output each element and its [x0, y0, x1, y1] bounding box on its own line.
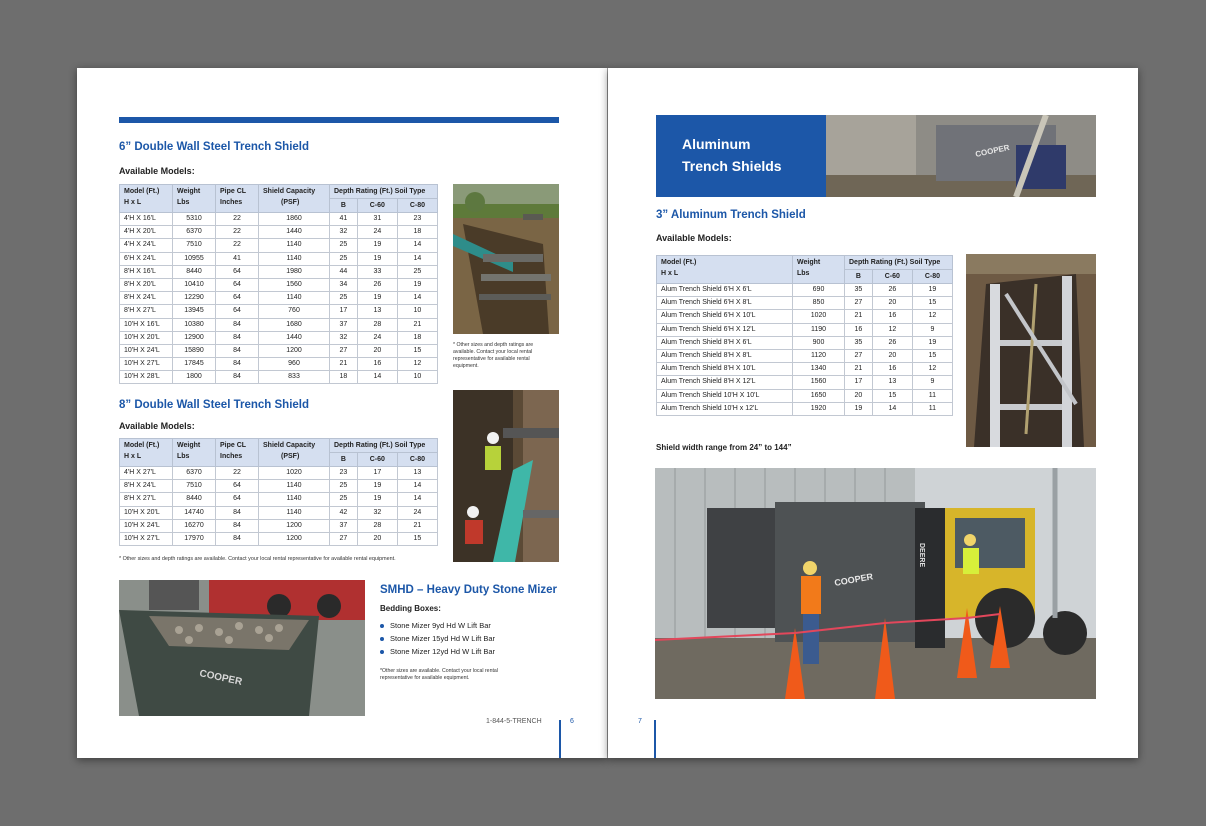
top-blue-rule: [119, 117, 559, 123]
section-title-aluminum: 3” Aluminum Trench Shield: [656, 209, 806, 221]
value-cell: 17970: [173, 532, 216, 545]
value-cell: 20: [357, 344, 397, 357]
value-cell: 17845: [173, 358, 216, 371]
photo-workers-in-trench: [453, 390, 559, 562]
table-footnote: * Other sizes and depth ratings are available. Contact your local rental representative for available rental equipment.: [119, 556, 396, 562]
value-cell: 1140: [259, 480, 330, 493]
col-header-shield: Shield Capacity (PSF): [259, 439, 330, 467]
value-cell: 18: [397, 331, 437, 344]
section-banner: [656, 115, 1096, 197]
value-cell: 19: [357, 493, 397, 506]
col-header-c60: C-60: [357, 199, 397, 213]
col-header-b: B: [845, 270, 873, 284]
table-row: [120, 519, 438, 532]
value-cell: 10955: [173, 252, 216, 265]
value-cell: 22: [216, 226, 259, 239]
value-cell: 27: [845, 297, 873, 310]
col-header-c80: C-80: [912, 270, 952, 284]
value-cell: 1440: [259, 226, 330, 239]
photo-aluminum-shield: [966, 254, 1096, 447]
model-cell: Alum Trench Shield 6'H X 6'L: [657, 284, 793, 297]
page-left: [77, 68, 607, 758]
value-cell: 1340: [793, 363, 845, 376]
value-cell: 1120: [793, 349, 845, 362]
value-cell: 9: [912, 323, 952, 336]
table-row: [120, 292, 438, 305]
value-cell: 16: [872, 363, 912, 376]
table-row: [120, 278, 438, 291]
value-cell: 41: [330, 213, 358, 226]
value-cell: 14740: [173, 506, 216, 519]
value-cell: 1680: [259, 318, 330, 331]
table-row: [120, 331, 438, 344]
col-header-depth: Depth Rating (Ft.) Soil Type: [330, 185, 438, 199]
table-row: [120, 265, 438, 278]
value-cell: 19: [397, 278, 437, 291]
table-row: [657, 349, 953, 362]
value-cell: 1650: [793, 389, 845, 402]
col-header-depth: Depth Rating (Ft.) Soil Type: [845, 256, 953, 270]
bedding-boxes-label: Bedding Boxes:: [380, 604, 441, 613]
table-row: [120, 318, 438, 331]
model-cell: Alum Trench Shield 10'H X 10'L: [657, 389, 793, 402]
value-cell: 1190: [793, 323, 845, 336]
value-cell: 1200: [259, 532, 330, 545]
value-cell: 25: [330, 252, 358, 265]
value-cell: 37: [330, 519, 358, 532]
value-cell: 26: [872, 336, 912, 349]
list-item: Stone Mizer 15yd Hd W Lift Bar: [380, 632, 495, 645]
value-cell: 13945: [173, 305, 216, 318]
col-header-weight: Weight Lbs: [173, 439, 216, 467]
col-header-b: B: [330, 453, 358, 467]
col-header-model: Model (Ft.) H x L: [657, 256, 793, 284]
banner-photo: [826, 115, 1096, 197]
table-row: [120, 371, 438, 384]
value-cell: 12: [397, 358, 437, 371]
value-cell: 12: [912, 310, 952, 323]
value-cell: 10: [397, 305, 437, 318]
table-row: [120, 344, 438, 357]
value-cell: 1440: [259, 331, 330, 344]
model-cell: 10'H X 20'L: [120, 331, 173, 344]
value-cell: 12: [872, 323, 912, 336]
table-row: [657, 323, 953, 336]
value-cell: 27: [845, 349, 873, 362]
cooper-logo-text: COOPER: [974, 142, 1011, 159]
value-cell: 25: [330, 480, 358, 493]
photo-stone-mizer: [119, 580, 365, 716]
value-cell: 18: [397, 226, 437, 239]
value-cell: 84: [216, 331, 259, 344]
table-row: [657, 284, 953, 297]
footer-blue-bar: [559, 720, 561, 758]
value-cell: 26: [872, 284, 912, 297]
col-header-b: B: [330, 199, 358, 213]
bullet-icon: [380, 650, 384, 654]
value-cell: 12900: [173, 331, 216, 344]
value-cell: 25: [397, 265, 437, 278]
model-cell: 10'H X 24'L: [120, 519, 173, 532]
col-header-model: Model (Ft.) H x L: [120, 185, 173, 213]
value-cell: 1200: [259, 344, 330, 357]
table-row: [120, 532, 438, 545]
model-cell: Alum Trench Shield 6'H X 8'L: [657, 297, 793, 310]
model-cell: 10'H X 27'L: [120, 532, 173, 545]
cooper-logo-text: COOPER: [198, 668, 244, 688]
bedding-box-list: [380, 619, 495, 658]
section-title-8in-steel: 8” Double Wall Steel Trench Shield: [119, 399, 310, 411]
table-row: [120, 493, 438, 506]
value-cell: 1560: [793, 376, 845, 389]
value-cell: 15: [397, 532, 437, 545]
col-header-weight: Weight Lbs: [793, 256, 845, 284]
value-cell: 19: [357, 239, 397, 252]
photo-note: * Other sizes and depth ratings are available. Contact your local rental representative for available rental equipment.: [453, 342, 534, 369]
value-cell: 16: [872, 310, 912, 323]
value-cell: 11: [912, 389, 952, 402]
table-row: [657, 297, 953, 310]
model-cell: 6'H X 24'L: [120, 252, 173, 265]
value-cell: 84: [216, 358, 259, 371]
page-number: 6: [570, 718, 574, 725]
model-cell: Alum Trench Shield 6'H X 10'L: [657, 310, 793, 323]
value-cell: 64: [216, 265, 259, 278]
value-cell: 14: [872, 402, 912, 415]
model-cell: 8'H X 27'L: [120, 493, 173, 506]
section-title-smhd: SMHD – Heavy Duty Stone Mizer: [380, 584, 558, 596]
value-cell: 900: [793, 336, 845, 349]
value-cell: 20: [357, 532, 397, 545]
col-header-pipe: Pipe CL Inches: [216, 185, 259, 213]
value-cell: 1980: [259, 265, 330, 278]
smhd-note: *Other sizes are available. Contact your local rental representative for available equipment.: [380, 668, 498, 681]
value-cell: 9: [912, 376, 952, 389]
value-cell: 1140: [259, 292, 330, 305]
model-cell: 4'H X 16'L: [120, 213, 173, 226]
value-cell: 19: [357, 252, 397, 265]
value-cell: 25: [330, 292, 358, 305]
value-cell: 760: [259, 305, 330, 318]
value-cell: 1560: [259, 278, 330, 291]
value-cell: 34: [330, 278, 358, 291]
table-row: [120, 252, 438, 265]
value-cell: 84: [216, 532, 259, 545]
value-cell: 7510: [173, 480, 216, 493]
value-cell: 84: [216, 318, 259, 331]
value-cell: 35: [845, 336, 873, 349]
model-cell: Alum Trench Shield 8'H X 8'L: [657, 349, 793, 362]
photo-trench-pipe: [453, 184, 559, 334]
value-cell: 33: [357, 265, 397, 278]
value-cell: 8440: [173, 265, 216, 278]
value-cell: 32: [330, 331, 358, 344]
available-models-label: Available Models:: [119, 166, 195, 176]
value-cell: 22: [216, 467, 259, 480]
col-header-weight: Weight Lbs: [173, 185, 216, 213]
value-cell: 64: [216, 292, 259, 305]
value-cell: 14: [397, 480, 437, 493]
value-cell: 5310: [173, 213, 216, 226]
model-cell: 8'H X 20'L: [120, 278, 173, 291]
value-cell: 1800: [173, 371, 216, 384]
table-row: [120, 467, 438, 480]
value-cell: 22: [216, 239, 259, 252]
value-cell: 17: [845, 376, 873, 389]
value-cell: 21: [397, 318, 437, 331]
value-cell: 17: [330, 305, 358, 318]
page-right: [608, 68, 1138, 758]
value-cell: 12290: [173, 292, 216, 305]
model-cell: Alum Trench Shield 8'H X 6'L: [657, 336, 793, 349]
value-cell: 14: [397, 292, 437, 305]
table-row: [657, 310, 953, 323]
value-cell: 10410: [173, 278, 216, 291]
value-cell: 42: [330, 506, 358, 519]
value-cell: 10380: [173, 318, 216, 331]
value-cell: 15: [397, 344, 437, 357]
spec-table-aluminum: [656, 255, 953, 416]
value-cell: 690: [793, 284, 845, 297]
model-cell: 8'H X 24'L: [120, 480, 173, 493]
model-cell: 8'H X 27'L: [120, 305, 173, 318]
model-cell: 10'H X 27'L: [120, 358, 173, 371]
value-cell: 20: [845, 389, 873, 402]
value-cell: 23: [330, 467, 358, 480]
footer-blue-bar: [654, 720, 656, 758]
value-cell: 14: [357, 371, 397, 384]
value-cell: 7510: [173, 239, 216, 252]
available-models-label-2: Available Models:: [119, 421, 195, 431]
table-row: [120, 480, 438, 493]
section-title-6in-steel: 6” Double Wall Steel Trench Shield: [119, 141, 310, 153]
bullet-icon: [380, 624, 384, 628]
value-cell: 833: [259, 371, 330, 384]
model-cell: Alum Trench Shield 8'H X 12'L: [657, 376, 793, 389]
table-row: [657, 363, 953, 376]
value-cell: 84: [216, 371, 259, 384]
banner-title-line1: Aluminum: [682, 136, 751, 152]
value-cell: 24: [357, 226, 397, 239]
value-cell: 17: [357, 467, 397, 480]
value-cell: 24: [397, 506, 437, 519]
col-header-c80: C-80: [397, 199, 437, 213]
value-cell: 16: [845, 323, 873, 336]
table-row: [120, 239, 438, 252]
value-cell: 14: [397, 493, 437, 506]
value-cell: 1140: [259, 493, 330, 506]
value-cell: 37: [330, 318, 358, 331]
value-cell: 22: [216, 213, 259, 226]
value-cell: 16: [357, 358, 397, 371]
col-header-c60: C-60: [357, 453, 397, 467]
value-cell: 64: [216, 278, 259, 291]
value-cell: 14: [397, 239, 437, 252]
model-cell: 10'H X 24'L: [120, 344, 173, 357]
value-cell: 16270: [173, 519, 216, 532]
col-header-shield: Shield Capacity (PSF): [259, 185, 330, 213]
value-cell: 28: [357, 318, 397, 331]
table-row: [657, 376, 953, 389]
col-header-pipe: Pipe CL Inches: [216, 439, 259, 467]
value-cell: 1140: [259, 252, 330, 265]
col-header-c80: C-80: [397, 453, 437, 467]
col-header-c60: C-60: [872, 270, 912, 284]
table-row: [120, 305, 438, 318]
value-cell: 850: [793, 297, 845, 310]
value-cell: 10: [397, 371, 437, 384]
model-cell: 8'H X 16'L: [120, 265, 173, 278]
bullet-icon: [380, 637, 384, 641]
value-cell: 1020: [793, 310, 845, 323]
page-number: 7: [638, 718, 642, 725]
value-cell: 1200: [259, 519, 330, 532]
value-cell: 64: [216, 493, 259, 506]
value-cell: 1140: [259, 239, 330, 252]
value-cell: 21: [845, 363, 873, 376]
model-cell: 4'H X 27'L: [120, 467, 173, 480]
value-cell: 31: [357, 213, 397, 226]
value-cell: 15890: [173, 344, 216, 357]
model-cell: 8'H X 24'L: [120, 292, 173, 305]
banner-title: [656, 115, 826, 197]
value-cell: 19: [912, 336, 952, 349]
value-cell: 44: [330, 265, 358, 278]
value-cell: 28: [357, 519, 397, 532]
value-cell: 24: [357, 331, 397, 344]
value-cell: 64: [216, 480, 259, 493]
value-cell: 27: [330, 532, 358, 545]
value-cell: 13: [357, 305, 397, 318]
value-cell: 11: [912, 402, 952, 415]
table-row: [120, 358, 438, 371]
value-cell: 12: [912, 363, 952, 376]
banner-title-line2: Trench Shields: [682, 158, 782, 174]
model-cell: Alum Trench Shield 8'H X 10'L: [657, 363, 793, 376]
col-header-model: Model (Ft.) H x L: [120, 439, 173, 467]
value-cell: 19: [845, 402, 873, 415]
photo-shield-install: [655, 468, 1096, 699]
model-cell: 10'H X 20'L: [120, 506, 173, 519]
value-cell: 1860: [259, 213, 330, 226]
value-cell: 27: [330, 344, 358, 357]
value-cell: 15: [872, 389, 912, 402]
table-row: [120, 213, 438, 226]
model-cell: 4'H X 24'L: [120, 239, 173, 252]
available-models-label-3: Available Models:: [656, 233, 732, 243]
value-cell: 32: [330, 226, 358, 239]
table-row: [657, 402, 953, 415]
cooper-logo-text: COOPER: [833, 571, 874, 588]
model-cell: 10'H X 28'L: [120, 371, 173, 384]
value-cell: 84: [216, 519, 259, 532]
value-cell: 35: [845, 284, 873, 297]
value-cell: 23: [397, 213, 437, 226]
value-cell: 6370: [173, 467, 216, 480]
value-cell: 20: [872, 297, 912, 310]
value-cell: 21: [397, 519, 437, 532]
spec-table-8in: [119, 438, 438, 546]
footer-phone: 1-844-5-TRENCH: [486, 718, 542, 725]
value-cell: 32: [357, 506, 397, 519]
value-cell: 14: [397, 252, 437, 265]
model-cell: 4'H X 20'L: [120, 226, 173, 239]
value-cell: 25: [330, 239, 358, 252]
deere-logo-text: DEERE: [918, 543, 925, 568]
value-cell: 13: [397, 467, 437, 480]
value-cell: 20: [872, 349, 912, 362]
model-cell: Alum Trench Shield 6'H X 12'L: [657, 323, 793, 336]
value-cell: 19: [912, 284, 952, 297]
spec-table-6in: [119, 184, 438, 384]
table-row: [120, 226, 438, 239]
col-header-depth: Depth Rating (Ft.) Soil Type: [330, 439, 438, 453]
value-cell: 1020: [259, 467, 330, 480]
table-row: [657, 336, 953, 349]
shield-width-note: Shield width range from 24” to 144”: [656, 443, 792, 452]
value-cell: 15: [912, 297, 952, 310]
value-cell: 26: [357, 278, 397, 291]
value-cell: 21: [330, 358, 358, 371]
value-cell: 8440: [173, 493, 216, 506]
value-cell: 19: [357, 292, 397, 305]
value-cell: 13: [872, 376, 912, 389]
model-cell: 10'H X 16'L: [120, 318, 173, 331]
value-cell: 21: [845, 310, 873, 323]
list-item: Stone Mizer 12yd Hd W Lift Bar: [380, 645, 495, 658]
model-cell: Alum Trench Shield 10'H x 12'L: [657, 402, 793, 415]
value-cell: 1920: [793, 402, 845, 415]
value-cell: 18: [330, 371, 358, 384]
table-row: [120, 506, 438, 519]
value-cell: 15: [912, 349, 952, 362]
value-cell: 19: [357, 480, 397, 493]
value-cell: 84: [216, 506, 259, 519]
table-row: [657, 389, 953, 402]
value-cell: 1140: [259, 506, 330, 519]
value-cell: 84: [216, 344, 259, 357]
value-cell: 6370: [173, 226, 216, 239]
value-cell: 41: [216, 252, 259, 265]
value-cell: 64: [216, 305, 259, 318]
value-cell: 960: [259, 358, 330, 371]
value-cell: 25: [330, 493, 358, 506]
list-item: Stone Mizer 9yd Hd W Lift Bar: [380, 619, 495, 632]
